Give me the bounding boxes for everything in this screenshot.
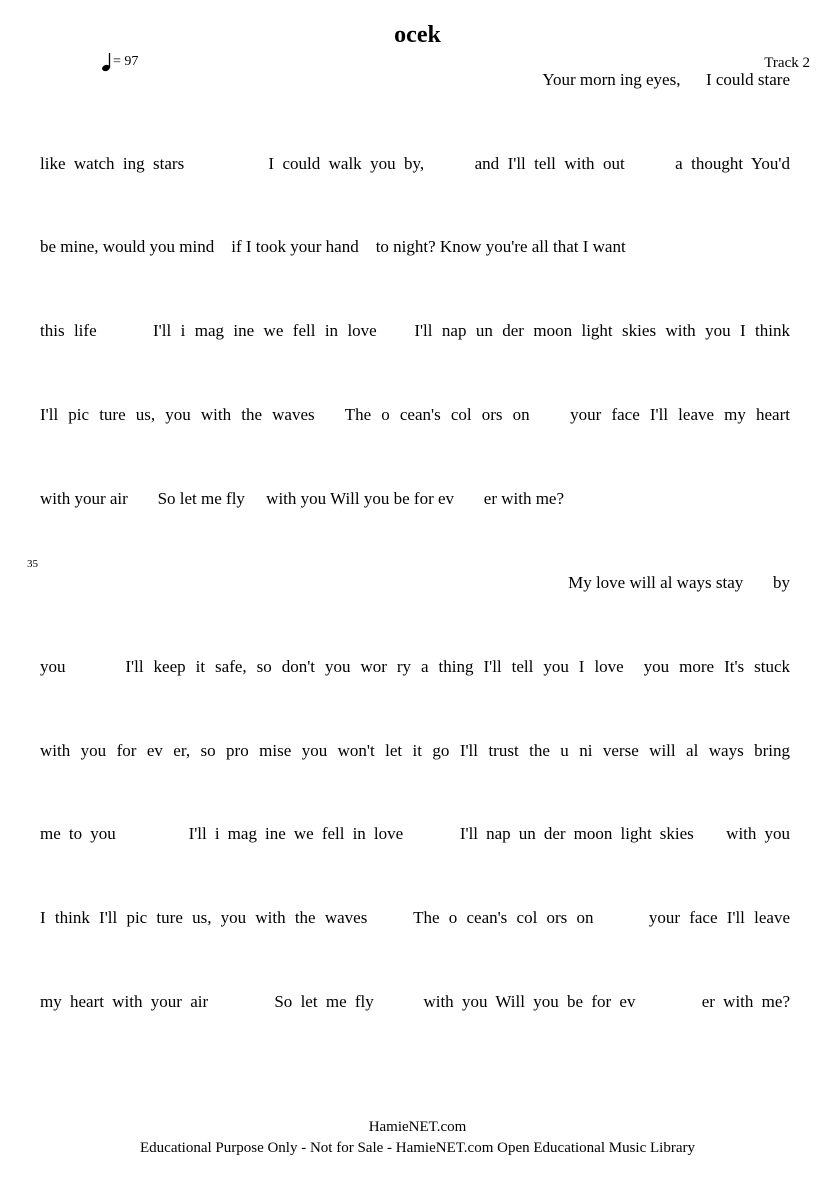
lyric-line: I think I'll pic ture us, you with the waves The o cean's col ors on your face I'll leave xyxy=(40,908,790,927)
footer-site: HamieNET.com xyxy=(368,1119,467,1135)
song-title: ocek xyxy=(394,22,441,48)
lyric-line: Your morn ing eyes, I could stare xyxy=(542,70,790,89)
lyric-line: my heart with your air So let me fly with you Will you be for ev er with me? xyxy=(40,992,790,1011)
tempo-marking xyxy=(101,52,138,72)
lyric-line: me to you I'll i mag ine we fell in love I'll nap un der moon light skies with you xyxy=(40,824,790,843)
lyric-line: with your air So let me fly with you Will you be for ev er with me? xyxy=(40,489,565,508)
lyric-line: be mine, would you mind if I took your hand to night? Know you're all that I want xyxy=(40,237,626,256)
lyric-line: this life I'll i mag ine we fell in love I'll nap un der moon light skies with you I think xyxy=(40,321,790,340)
quarter-note-icon xyxy=(101,52,113,72)
lyric-line: like watch ing stars I could walk you by, and I'll tell with out a thought You'd xyxy=(40,154,790,173)
tempo-value: = 97 xyxy=(113,54,139,69)
lyric-line: My love will al ways stay by xyxy=(568,573,790,592)
instrument-name: Track 2 xyxy=(764,55,810,71)
measure-number: 35 xyxy=(27,558,38,570)
footer-notice: Educational Purpose Only - Not for Sale - HamieNET.com Open Educational Music Library xyxy=(140,1140,695,1156)
lyric-line: I'll pic ture us, you with the waves The o cean's col ors on your face I'll leave my heart xyxy=(40,405,790,424)
lyric-line: with you for ev er, so pro mise you won't let it go I'll trust the u ni verse will al ways bring xyxy=(40,741,790,760)
lyric-line: you I'll keep it safe, so don't you wor ry a thing I'll tell you I love you more It's stuck xyxy=(40,657,790,676)
